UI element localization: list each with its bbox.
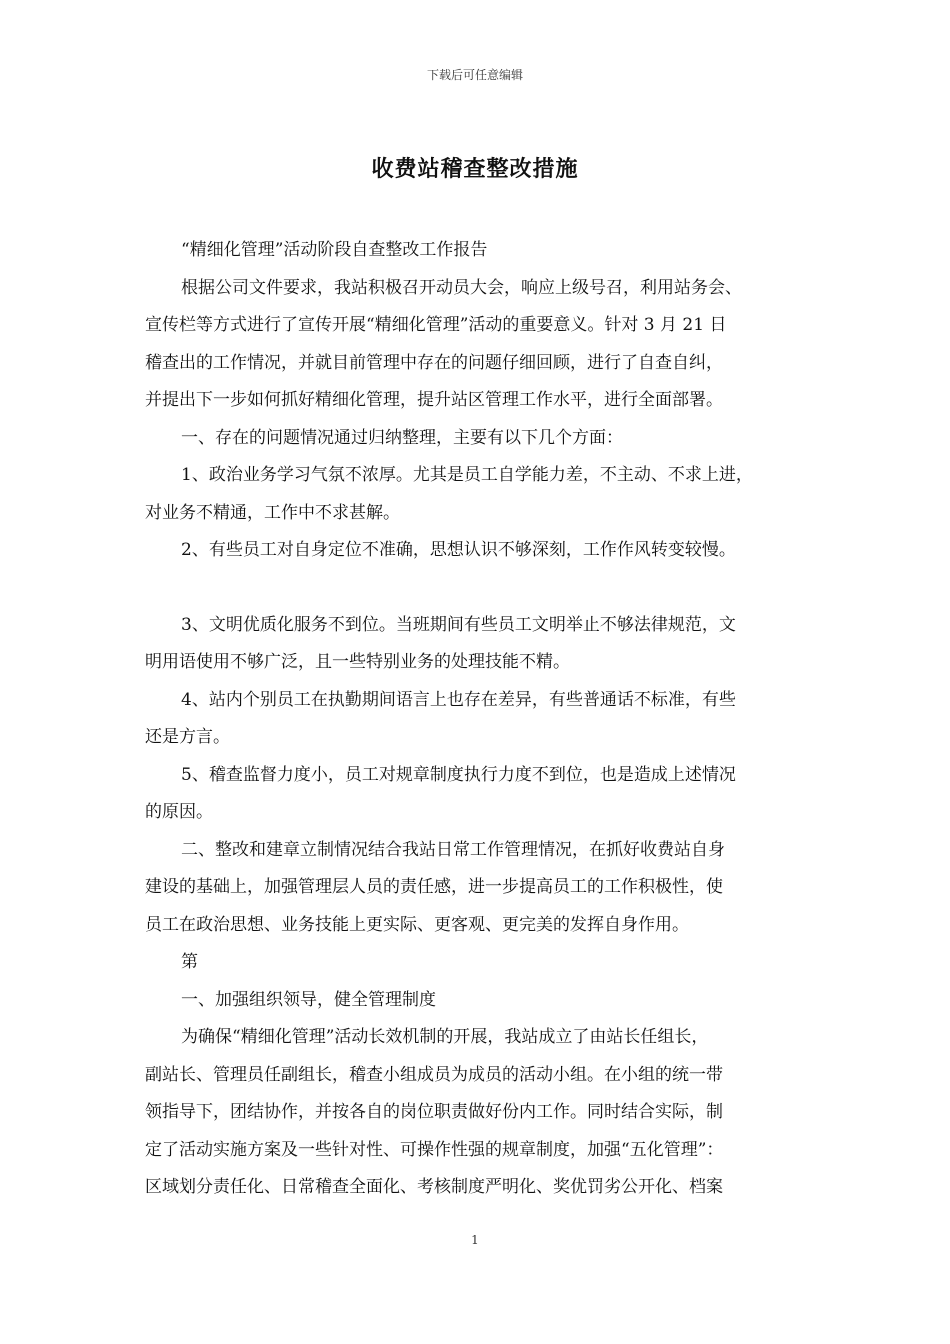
paragraph-line: 5、稽查监督力度小，员工对规章制度执行力度不到位，也是造成上述情况	[181, 764, 736, 785]
paragraph-line: 第	[181, 952, 198, 972]
page-number: 1	[471, 1233, 479, 1247]
paragraph-line: 为确保“精细化管理”活动长效机制的开展，我站成立了由站长任组长，	[181, 1027, 709, 1047]
section-heading: 二、整改和建章立制情况结合我站日常工作管理情况，在抓好收费站自身	[181, 839, 725, 860]
paragraph-line: 明用语使用不够广泛，且一些特别业务的处理技能不精。	[145, 652, 570, 672]
paragraph-line: 区域划分责任化、日常稽查全面化、考核制度严明化、奖优罚劣公开化、档案	[145, 1177, 723, 1197]
paragraph-line: 根据公司文件要求，我站积极召开动员大会，响应上级号召，利用站务会、	[181, 277, 742, 298]
section-heading: 一、存在的问题情况通过归纳整理，主要有以下几个方面：	[181, 427, 623, 448]
blank-line	[145, 570, 815, 607]
paragraph-line: 对业务不精通，工作中不求甚解。	[145, 502, 400, 523]
paragraph-line: 2、有些员工对自身定位不准确，思想认识不够深刻，工作作风转变较慢。	[181, 540, 736, 560]
paragraph-line: 1、政治业务学习气氛不浓厚。尤其是员工自学能力差，不主动、不求上进，	[181, 465, 753, 485]
paragraph-line: 稽查出的工作情况，并就目前管理中存在的问题仔细回顾，进行了自查自纠，	[145, 352, 723, 373]
paragraph-line: 并提出下一步如何抓好精细化管理，提升站区管理工作水平，进行全面部署。	[145, 390, 723, 410]
paragraph-line: 宣传栏等方式进行了宣传开展“精细化管理”活动的重要意义。针对 3 月 21 日	[145, 315, 727, 335]
paragraph-line: 建设的基础上，加强管理层人员的责任感，进一步提高员工的工作积极性，使	[145, 877, 723, 897]
paragraph-line: 员工在政治思想、业务技能上更实际、更客观、更完美的发挥自身作用。	[145, 914, 689, 935]
paragraph-line: 领指导下，团结协作，并按各自的岗位职责做好份内工作。同时结合实际，制	[145, 1102, 723, 1122]
document-body	[145, 232, 815, 1207]
header-note: 下载后可任意编辑	[426, 68, 523, 82]
report-subtitle: “精细化管理”活动阶段自查整改工作报告	[181, 240, 488, 260]
paragraph-line: 3、文明优质化服务不到位。当班期间有些员工文明举止不够法律规范，文	[181, 614, 736, 635]
paragraph-line: 副站长、管理员任副组长，稽查小组成员为成员的活动小组。在小组的统一带	[145, 1064, 723, 1085]
paragraph-line: 定了活动实施方案及一些针对性、可操作性强的规章制度，加强“五化管理”：	[145, 1139, 724, 1160]
paragraph-line: 还是方言。	[145, 727, 230, 747]
document-title: 收费站稽查整改措施	[371, 156, 579, 182]
subsection-heading: 一、加强组织领导，健全管理制度	[181, 989, 436, 1010]
paragraph-line: 4、站内个别员工在执勤期间语言上也存在差异，有些普通话不标准，有些	[181, 689, 736, 710]
paragraph-line: 的原因。	[145, 802, 213, 822]
